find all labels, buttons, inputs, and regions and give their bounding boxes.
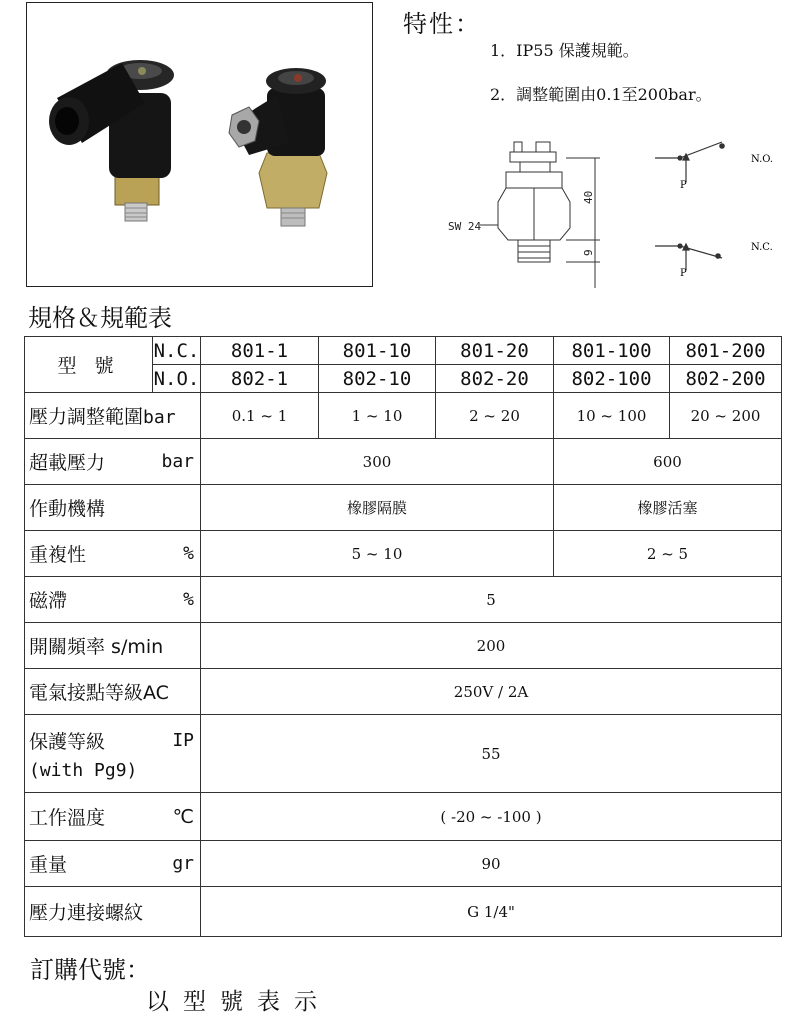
nc-model: 801-200 <box>670 337 782 365</box>
table-row-range <box>25 393 782 439</box>
thread-value: G 1/4" <box>201 887 782 937</box>
hysteresis-label-cell <box>25 577 201 623</box>
range-value: 1 ~ 10 <box>319 393 436 439</box>
pressure-switch-left-image <box>49 60 174 221</box>
order-value: 以型號表示 <box>146 989 331 1015</box>
product-photo <box>26 2 373 287</box>
repeat-label-cell <box>25 531 201 577</box>
dim-body-label: 40 <box>582 190 595 204</box>
range-value: 2 ~ 20 <box>436 393 554 439</box>
table-row-thread <box>25 887 782 937</box>
feature-item-1: 1．IP55 保護規範。 <box>490 41 639 60</box>
nc-p-label: P <box>680 268 687 279</box>
protection-label: 保護等級 <box>29 730 106 753</box>
table-row-hysteresis <box>25 577 782 623</box>
repeat-label: 重複性 <box>29 544 87 566</box>
dimension-diagram <box>440 140 785 290</box>
switch-dimension-drawing <box>480 142 600 288</box>
order-title: 訂購代號： <box>30 956 150 984</box>
mechanism-value: 橡膠活塞 <box>554 485 782 531</box>
table-row-frequency <box>25 623 782 669</box>
overload-value: 600 <box>554 439 782 485</box>
overload-label-cell <box>25 439 201 485</box>
nc-model: 801-10 <box>319 337 436 365</box>
contact-label: 電氣接點等級AC <box>25 669 201 715</box>
pressure-switch-right-image <box>229 68 327 226</box>
feature-item-2: 2．調整範圍由0.1至200bar。 <box>490 85 712 104</box>
nc-label: N.C. <box>153 337 201 365</box>
frequency-label: 開關頻率 s/min <box>25 623 201 669</box>
table-row-repeat <box>25 531 782 577</box>
no-model: 802-200 <box>670 365 782 393</box>
table-row-mechanism <box>25 485 782 531</box>
overload-value: 300 <box>201 439 554 485</box>
overload-unit: bar <box>161 451 194 472</box>
temp-unit: ℃ <box>172 805 194 828</box>
weight-value: 90 <box>201 841 782 887</box>
table-row-overload <box>25 439 782 485</box>
mechanism-value: 橡膠隔膜 <box>201 485 554 531</box>
no-contact-symbol <box>655 142 724 182</box>
frequency-value: 200 <box>201 623 782 669</box>
protection-value: 55 <box>201 715 782 793</box>
weight-label-cell <box>25 841 201 887</box>
spec-table <box>24 336 782 937</box>
weight-unit: gr <box>172 853 194 874</box>
range-value: 10 ~ 100 <box>554 393 670 439</box>
range-unit: bar <box>143 407 176 428</box>
protection-label-cell <box>25 715 201 793</box>
table-row-nc <box>25 337 782 365</box>
table-row-contact <box>25 669 782 715</box>
repeat-unit: % <box>183 543 194 564</box>
mechanism-label: 作動機構 <box>25 485 201 531</box>
no-p-label: P <box>680 180 687 191</box>
thread-label: 壓力連接螺紋 <box>25 887 201 937</box>
no-label: N.O. <box>153 365 201 393</box>
range-label-cell <box>25 393 201 439</box>
range-value: 0.1 ~ 1 <box>201 393 319 439</box>
weight-label: 重量 <box>29 854 68 876</box>
temp-label-cell <box>25 793 201 841</box>
repeat-value: 2 ~ 5 <box>554 531 782 577</box>
range-label: 壓力調整範圍 <box>29 406 144 428</box>
hysteresis-value: 5 <box>201 577 782 623</box>
temp-value: ( -20 ~ -100 ) <box>201 793 782 841</box>
nc-label: N.C. <box>751 242 773 253</box>
no-model: 802-1 <box>201 365 319 393</box>
nc-model: 801-1 <box>201 337 319 365</box>
protection-sub: (with Pg9) <box>29 759 138 781</box>
table-row-temperature <box>25 793 782 841</box>
nc-model: 801-20 <box>436 337 554 365</box>
spec-title: 規格＆規範表 <box>28 304 172 332</box>
table-row-protection <box>25 715 782 793</box>
hysteresis-unit: % <box>183 589 194 610</box>
no-model: 802-100 <box>554 365 670 393</box>
no-model: 802-10 <box>319 365 436 393</box>
no-label: N.O. <box>751 154 774 165</box>
range-value: 20 ~ 200 <box>670 393 782 439</box>
no-model: 802-20 <box>436 365 554 393</box>
sw-label: SW 24 <box>448 220 482 233</box>
protection-unit: IP <box>172 729 194 751</box>
repeat-value: 5 ~ 10 <box>201 531 554 577</box>
temp-label: 工作溫度 <box>29 807 106 829</box>
features-title: 特性： <box>403 10 481 38</box>
nc-model: 801-100 <box>554 337 670 365</box>
overload-label: 超載壓力 <box>29 452 106 474</box>
dim-thread-label: 9 <box>582 249 595 256</box>
hysteresis-label: 磁滯 <box>29 590 68 612</box>
nc-contact-symbol <box>655 244 722 270</box>
contact-value: 250V / 2A <box>201 669 782 715</box>
table-row-weight <box>25 841 782 887</box>
model-label: 型 號 <box>25 337 153 393</box>
